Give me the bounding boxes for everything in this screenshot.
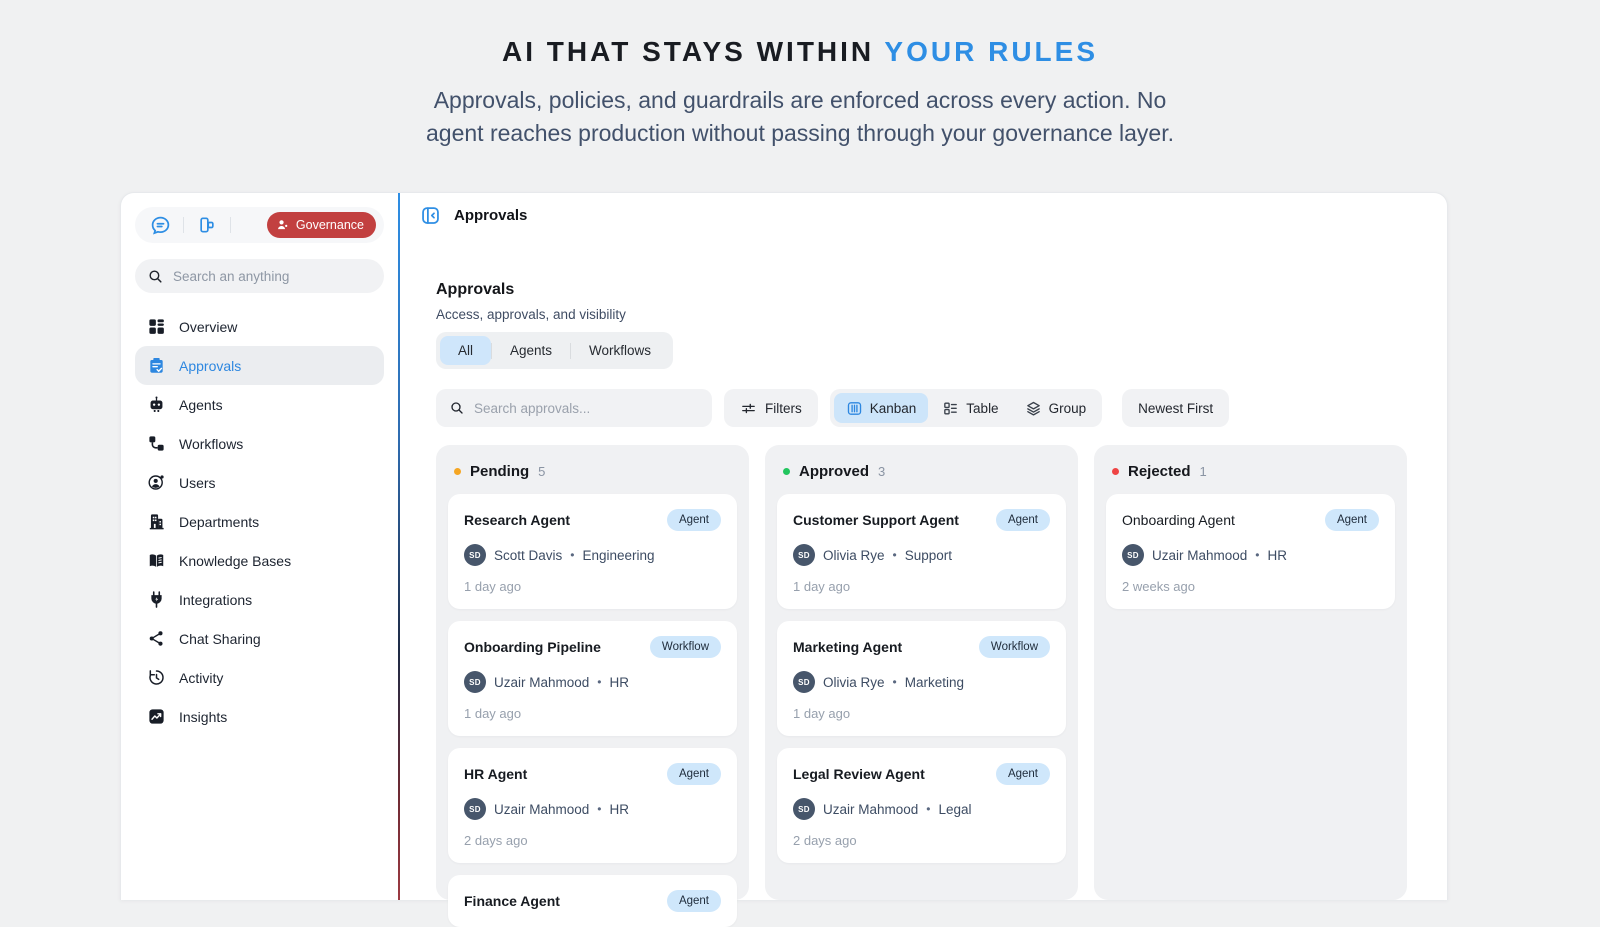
status-dot-pending [454,468,461,475]
sidebar-search-input[interactable] [173,269,372,284]
column-approved [765,445,1078,900]
sidebar-item-activity[interactable] [135,658,384,697]
separator-dot: • [570,548,575,562]
sidebar-item-integrations[interactable] [135,580,384,619]
share-icon [147,629,166,648]
filters-button[interactable] [724,389,818,427]
separator-dot: • [1255,548,1260,562]
card-title: Onboarding Agent [1122,512,1235,528]
card-title: Onboarding Pipeline [464,639,601,655]
person-name: Uzair Mahmood [1152,547,1248,563]
hero-title [0,36,1600,68]
building-icon [147,512,166,531]
view-group[interactable] [1013,393,1099,423]
collapse-sidebar-icon[interactable] [420,205,441,226]
sort-button[interactable] [1122,389,1229,427]
card-type-badge: Agent [1325,509,1379,531]
card-type-badge: Agent [667,509,721,531]
board-toolbar [436,389,1411,427]
sidebar-item-knowledge-bases[interactable] [135,541,384,580]
card-person-row [793,798,1050,820]
column-rejected [1094,445,1407,900]
sidebar-item-users[interactable] [135,463,384,502]
department-name: Legal [938,801,972,817]
avatar: SD [464,544,486,566]
person-name: Scott Davis [494,547,563,563]
department-name: HR [1267,547,1287,563]
sidebar-item-label: Insights [179,708,228,725]
hero-subtitle-line1: Approvals, policies, and guardrails are enforced across every action. No [433,87,1167,113]
section-subtitle: Access, approvals, and visibility [436,307,626,322]
user-icon [276,218,290,232]
column-name: Pending [470,463,530,480]
status-dot-approved [783,468,790,475]
plug-icon [147,590,166,609]
robot-icon [147,395,166,414]
approval-card[interactable] [1106,494,1395,609]
column-header [777,457,1066,494]
approval-card[interactable] [777,748,1066,863]
book-icon [147,551,166,570]
card-title: Legal Review Agent [793,766,925,782]
governance-badge-label: Governance [295,218,364,232]
history-icon [147,668,166,687]
sidebar-item-chat-sharing[interactable] [135,619,384,658]
sidebar-item-label: Knowledge Bases [179,552,292,569]
card-title: Finance Agent [464,893,560,909]
table-icon [942,400,959,417]
separator-dot: • [892,675,897,689]
avatar: SD [464,798,486,820]
sidebar-item-label: Approvals [179,357,242,374]
view-kanban[interactable] [834,393,929,423]
department-name: Marketing [904,674,964,690]
sidebar-item-label: Agents [179,396,223,413]
chat-bubble-icon[interactable] [147,212,173,238]
person-name: Olivia Rye [823,674,885,690]
chart-icon [147,707,166,726]
app-window [120,192,1448,909]
department-name: Support [904,547,953,563]
sidebar-top-toolbar [135,207,384,243]
card-person-row [464,671,721,693]
approvals-search-input[interactable] [474,401,699,416]
sidebar-item-label: Activity [179,669,224,686]
view-switcher [830,389,1102,427]
card-timestamp: 2 days ago [793,833,857,848]
department-name: HR [609,674,629,690]
column-count: 5 [538,464,546,479]
view-group-label: Group [1048,400,1087,416]
approval-card-partial[interactable] [448,875,737,927]
sidebar-item-overview[interactable] [135,307,384,346]
separator-dot: • [597,675,602,689]
governance-badge[interactable] [267,212,376,238]
dashboard-icon [147,317,166,336]
approvals-search[interactable] [436,389,712,427]
avatar: SD [793,798,815,820]
column-count: 3 [878,464,886,479]
status-dot-rejected [1112,468,1119,475]
avatar: SD [793,544,815,566]
tab-agents[interactable]: Agents [510,343,553,358]
sidebar-item-label: Departments [179,513,260,530]
approval-card[interactable] [448,494,737,609]
card-timestamp: 1 day ago [464,579,522,594]
card-timestamp: 1 day ago [793,706,851,721]
sidebar-item-insights[interactable] [135,697,384,736]
kanban-board [436,445,1411,909]
person-name: Uzair Mahmood [494,674,590,690]
card-title: HR Agent [464,766,528,782]
avatar: SD [793,671,815,693]
hero-title-dark: AI THAT STAYS WITHIN [502,36,885,67]
view-kanban-label: Kanban [869,400,917,416]
card-person-row [464,544,721,566]
card-type-badge: Agent [996,509,1050,531]
tab-workflows[interactable]: Workflows [589,343,652,358]
separator-dot: • [892,548,897,562]
users-icon [147,473,166,492]
toolbar-divider [183,217,184,233]
card-type-badge: Agent [996,763,1050,785]
main-header [400,193,1447,237]
tab-all[interactable]: All [440,336,491,365]
approval-card[interactable] [777,621,1066,736]
card-title: Marketing Agent [793,639,903,655]
column-name: Rejected [1128,463,1191,480]
card-type-badge: Agent [667,890,721,912]
column-pending [436,445,749,909]
kanban-icon [846,400,863,417]
person-name: Uzair Mahmood [494,801,590,817]
person-name: Uzair Mahmood [823,801,919,817]
avatar: SD [464,671,486,693]
card-title: Customer Support Agent [793,512,959,528]
sidebar-item-label: Overview [179,318,238,335]
view-table[interactable] [930,393,1010,423]
toolbar-divider [230,217,231,233]
sidebar-item-approvals[interactable] [135,346,384,385]
section-title: Approvals [436,281,515,298]
column-header [448,457,737,494]
sidebar-search[interactable] [135,259,384,293]
hero-section [0,0,1600,150]
clipboard-check-icon [147,356,166,375]
card-title: Research Agent [464,512,571,528]
card-timestamp: 2 weeks ago [1122,579,1195,594]
card-type-badge: Workflow [650,636,721,658]
sidebar [121,193,398,900]
sidebar-item-departments[interactable] [135,502,384,541]
column-count: 1 [1199,464,1207,479]
department-name: HR [609,801,629,817]
card-type-badge: Agent [667,763,721,785]
layers-icon [1025,400,1042,417]
card-person-row [793,544,1050,566]
approval-card[interactable] [448,748,737,863]
card-person-row [464,798,721,820]
hero-title-accent: YOUR RULES [884,36,1098,67]
card-timestamp: 2 days ago [464,833,528,848]
approval-card[interactable] [448,621,737,736]
view-table-label: Table [966,400,999,416]
column-name: Approved [799,463,870,480]
card-person-row [793,671,1050,693]
sidebar-item-label: Integrations [179,591,253,608]
avatar: SD [1122,544,1144,566]
search-icon [147,268,164,285]
person-name: Olivia Rye [823,547,885,563]
sort-label: Newest First [1138,400,1214,416]
sliders-icon [740,400,757,417]
panels-icon[interactable] [194,212,220,238]
sidebar-item-label: Workflows [179,435,244,452]
sidebar-item-workflows[interactable] [135,424,384,463]
filters-label: Filters [765,400,802,416]
separator-dot: • [926,802,931,816]
card-person-row [1122,544,1379,566]
department-name: Engineering [582,547,655,563]
page-title: Approvals [454,206,528,224]
workflow-icon [147,434,166,453]
main-panel [400,193,1447,909]
hero-subtitle-line2: agent reaches production without passing through your governance layer. [426,120,1174,146]
sidebar-item-agents[interactable] [135,385,384,424]
approval-card[interactable] [777,494,1066,609]
sidebar-item-label: Chat Sharing [179,630,261,647]
search-icon [449,400,465,416]
card-timestamp: 1 day ago [464,706,522,721]
separator-dot: • [597,802,602,816]
scope-tabs [436,332,673,369]
card-timestamp: 1 day ago [793,579,851,594]
card-type-badge: Workflow [979,636,1050,658]
sidebar-nav [135,307,384,736]
sidebar-item-label: Users [179,474,216,491]
main-content [400,237,1447,909]
column-header [1106,457,1395,494]
hero-subtitle [0,84,1600,150]
